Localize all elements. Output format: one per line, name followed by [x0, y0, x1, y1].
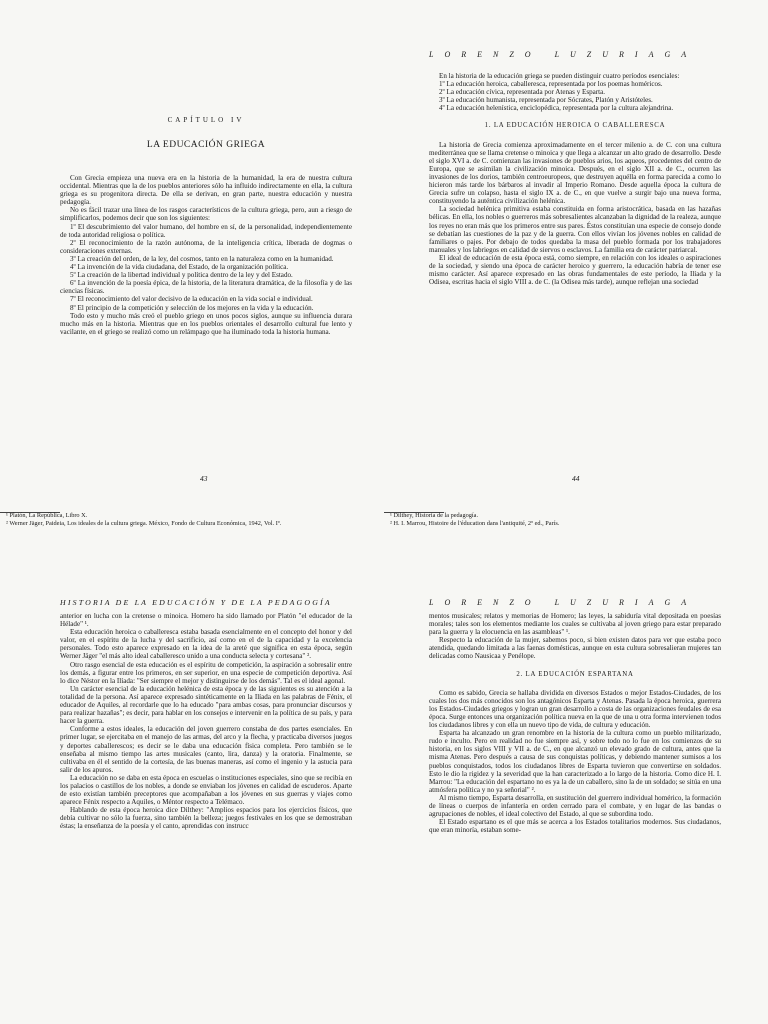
footnote: ¹ Dilthey, Historia de la pedagogía.: [390, 512, 479, 519]
footnotes: [0, 512, 292, 527]
paragraph: Todo esto y mucho más creó el pueblo griego en unos pocos siglos, aunque su influencia durara mucho más en la historia. Mientras que en los pueblos orientales el desarrollo cultural fue lento y vacilante, en el griego se realizó como un relámpago que ha iluminado toda la historia humana.: [60, 311, 352, 336]
page-number: 44: [572, 474, 580, 483]
paragraph: El ideal de educación de esta época está, como siempre, en relación con los ideales o aspiraciones de la sociedad, y siendo una época de carácter heroico y guerrero, la educación habría de tener ese mismo carácter. Así aparece expresado en las obras fundamentales de este período, la Ilíada y la Odisea, escritas hacia el siglo VIII a. de C. (la Odisea más tarde), aunque reflejan una sociedad: [429, 253, 721, 287]
list-item: 3º La creación del orden, de la ley, del cosmos, tanto en la naturaleza como en la humanidad.: [70, 254, 334, 263]
paragraph: La educación no se daba en esta época en escuelas o instituciones especiales, sino que se recibía en los palacios o castillos de los nobles, a donde se enviaban los jóvenes en calidad de escuderos. Aparte de esto existían también preceptores que acompañaban a los jóvenes en sus guerras y viajes como aparece Fénix respecto a Aquiles, o Méntor respecto a Telémaco.: [60, 773, 352, 807]
list-item: 1º El descubrimiento del valor humano, del hombre en sí, de la personalidad, independientemente de toda autoridad religiosa o política.: [60, 222, 352, 239]
list-item: 5º La creación de la libertad individual y política dentro de la ley y del Estado.: [70, 271, 293, 280]
paragraph: Conforme a estos ideales, la educación del joven guerrero constaba de dos partes esenciales. En primer lugar, se ejercitaba en el manejo de las armas, del arco y la flecha, y practicaba diversos juegos y deportes caballerescos; es decir se le daba una educación física completa. Pero también se le enseñaba al mismo tiempo las artes musicales (canto, lira, danza) y la oratoria. Finalmente, se cultivaba en él el sentido de la cortesía, de las buenas maneras, así como el ingenio y la astucia para salir de los apuros.: [60, 725, 352, 774]
list-item: 3º La educación humanista, representada por Sócrates, Platón y Aristóteles.: [439, 96, 653, 105]
page-43: [0, 0, 384, 512]
list-item: 4º La educación helenística, enciclopédica, representada por la cultura alejandrina.: [439, 104, 674, 113]
paragraph: La sociedad helénica primitiva estaba constituida en forma aristocrática, basada en las hazañas bélicas. En ella, los nobles o guerreros más sobresalientes alcanzaban la dignidad de la realeza, aunque los reyes no eran más que los primeros entre sus pares. Éstos constituían una especie de consejo donde se debatían las cuestiones de la paz y de la guerra. Con ellos vivían los jóvenes nobles en calidad de familiares o pajes. Por debajo de todos quedaba la masa del pueblo formada por los trabajadores manuales y los labriegos en calidad de siervos o esclavos. La familia era de carácter patriarcal.: [429, 205, 721, 254]
list-item: 1º La educación heroica, caballeresca, representada por los poemas homéricos.: [439, 80, 663, 89]
footnote: ¹ Platón, La República, Libro X.: [6, 512, 88, 519]
paragraph: Como es sabido, Grecia se hallaba dividida en diversos Estados o mejor Estados-Ciudades, de los cuales los dos más conocidos son los antagónicos Esparta y Atenas. Pasada la época heroica, guerrera los Estados-Ciudades griegos y logran un gran desarrollo a costa de las organizaciones feudales de esa época. Surge entonces una organización política nueva en la que de una u otra forma intervienen todos los ciudadanos libres y con ella un nuevo tipo de vida, de cultura y educación.: [429, 688, 721, 730]
page-45: [0, 512, 384, 1024]
page-44-text: [429, 72, 721, 286]
paragraph: No es fácil trazar una línea de los rasgos característicos de la cultura griega, pero, aun a riesgo de simplificarlos, podemos decir que son los siguientes:: [60, 206, 352, 223]
footnotes: [384, 512, 676, 527]
paragraph: anterior en lucha con la cretense o minoica. Homero ha sido llamado por Platón "el educador de la Hélade" ¹.: [60, 612, 352, 629]
paragraph: Otro rasgo esencial de esta educación es el espíritu de competición, la aspiración a sobresalir entre los demás, a figurar entre los primeros, en ser superior, en una especie de competición deportiva. Así lo dice Néstor en la Ilíada: "Ser siempre el mejor y distinguirse de los demás". Tal es el ideal agonal.: [60, 660, 352, 685]
list-item: 7º El reconocimiento del valor decisivo de la educación en la vida social e individual.: [70, 295, 313, 304]
footnote: ² H. I. Marrou, Histoire de l'éducation dans l'antiquité, 2º ed., París.: [390, 519, 560, 527]
page-46-text: [429, 612, 721, 834]
page-43-text: [60, 174, 352, 336]
running-head: HISTORIA DE LA EDUCACIÓN Y DE LA PEDAGOGÍA: [60, 598, 332, 607]
paragraph: Esparta ha alcanzado un gran renombre en la historia de la cultura como un pueblo militarizado, rudo e inculto. Pero en realidad no fue siempre así, y sobre todo no lo fue en los comienzos de su historia, en los siglos VIII y VII a. de C., en que alcanzó un elevado grado de cultura, antes que la misma Atenas. Pero después a causa de sus conquistas políticas, y debiendo mantener sumisos a los pueblos conquistados, todos los ciudadanos libres de Esparta tuvieron que convertirse en soldados. Esto le dio la rigidez y la severidad que la han caracterizado a lo largo de la historia. Como dice H. I. Marrou: "La educación del espartano no es ya la de un caballero, sino la de un soldado; se sitúa en una atmósfera política y no ya señorial" ².: [429, 729, 721, 794]
page-number: 43: [200, 474, 208, 483]
list-item: 8º El principio de la competición y selección de los mejores en la vida y la educación.: [70, 303, 314, 312]
list-item: 2º La educación cívica, representada por Atenas y Esparta.: [439, 88, 606, 97]
list-item: 2º El reconocimiento de la razón autónoma, de la inteligencia crítica, liberada de dogmas o consideraciones externas.: [60, 238, 352, 255]
running-head: LORENZO LUZURIAGA: [429, 598, 698, 607]
list-item: 6º La invención de la poesía épica, de la historia, de la literatura dramática, de la filosofía y de las ciencias físicas.: [60, 279, 352, 296]
section-title: 1. LA EDUCACIÓN HEROICA O CABALLERESCA: [484, 122, 666, 130]
paragraph: La historia de Grecia comienza aproximadamente en el tercer milenio a. de C. con una cultura mediterránea que se llama cretense o minoica y que llega a alcanzar un alto grado de desarrollo. Desde el siglo XVI a. de C. comienzan las invasiones de pueblos arios, los aqueos, procedentes del centro de Europa, que se asimilan la civilización minoica. Después, en el siglo XII a. de C., ocurren las invasiones de los dorios, también centroeuropeos, que destruyen aquélla en forma parecida a como lo hicieron más tarde los bárbaros al invadir al Imperio Romano. Desde aquella época la cultura de Grecia sufre un colapso, hasta el siglo IX a. de C., en que vuelve a surgir bajo una nueva forma, constituyendo la auténtica civilización helénica.: [429, 140, 721, 206]
running-head: LORENZO LUZURIAGA: [429, 50, 698, 59]
list-item: 4º La invención de la vida ciudadana, del Estado, de la organización política.: [70, 263, 289, 272]
paragraph: mentos musicales; relatos y memorias de Homero; las leyes, la sabiduría vital depositada en poesías morales; tales son los elementos mediante los cuales se cultivaba al joven griego para estar preparado para la guerra y la elocuencia en las asambleas" ¹.: [429, 612, 721, 637]
page-45-text: [60, 612, 352, 831]
paragraph: Respecto la educación de la mujer, sabemos poco, si bien existen datos para ver que estaba poco atendida, quedando limitada a las faenas domésticas, aunque en esta cultura sobresalieran mujeres tan delicadas como Nausicaa y Penélope.: [429, 636, 721, 661]
paragraph: Con Grecia empieza una nueva era en la historia de la humanidad, la era de nuestra cultura occidental. Mientras que la de los pueblos anteriores sólo ha influido indirectamente en ella, la cultura griega es su progenitora directa. De ella se derivan, en gran parte, nuestra educación y nuestra pedagogía.: [60, 174, 352, 207]
paragraph: En la historia de la educación griega se pueden distinguir cuatro períodos esenciales:: [439, 72, 680, 80]
paragraph: Hablando de esta época heroica dice Dilthey: "Amplios espacios para los ejercicios físicos, que debía cultivar no sólo la fuerza, sino también la belleza; juegos festivales en los que se demostraban éstas; la enseñanza de la poesía y el canto, aprendidas con instrucc: [60, 806, 352, 831]
chapter-label: CAPÍTULO IV: [167, 116, 245, 124]
paragraph: Al mismo tiempo, Esparta desarrolla, en sustitución del guerrero individual homérico, la formación de líneas o cuerpos de infantería en orden cerrado para el combate, y en lugar de las bandas o agrupaciones de nobles, el ideal colectivo del Estado, al que se subordina todo.: [429, 793, 721, 819]
page-44: [384, 0, 768, 512]
paragraph: El Estado espartano es el que más se acerca a los Estados totalitarios modernos. Sus ciudadanos, que eran minoría, estaban some-: [429, 818, 721, 835]
paragraph: Un carácter esencial de la educación helénica de esta época y de las siguientes es su atención a la totalidad de la persona. Así aparece expresado sintéticamente en la Ilíada en las palabras de Fénix, el educador de Aquiles, al recordarle que lo ha educado "para ambas cosas, para pronunciar discursos y para realizar hazañas"; es decir, para hablar en los consejos e intervenir en la política de su país, y para hacer la guerra.: [60, 684, 352, 726]
footnote: ² Werner Jäger, Paideia, Los ideales de la cultura griega. México, Fondo de Cultura Económica, 1942, Vol. Iº.: [6, 519, 282, 527]
page-46: [384, 512, 768, 1024]
paragraph: Esta educación heroica o caballeresca estaba basada esencialmente en el concepto del honor y del valor, en el espíritu de la lucha y del sacrificio, así como en el de la capacidad y la excelencia personales. Todo esto aparece expresado en la idea de la areté que significa en esta época, según Werner Jäger "el más alto ideal caballeresco unido a una conducta selecta y cortesana" ².: [60, 628, 352, 661]
chapter-title: LA EDUCACIÓN GRIEGA: [146, 140, 266, 150]
section-title: 2. LA EDUCACIÓN ESPARTANA: [516, 670, 634, 678]
